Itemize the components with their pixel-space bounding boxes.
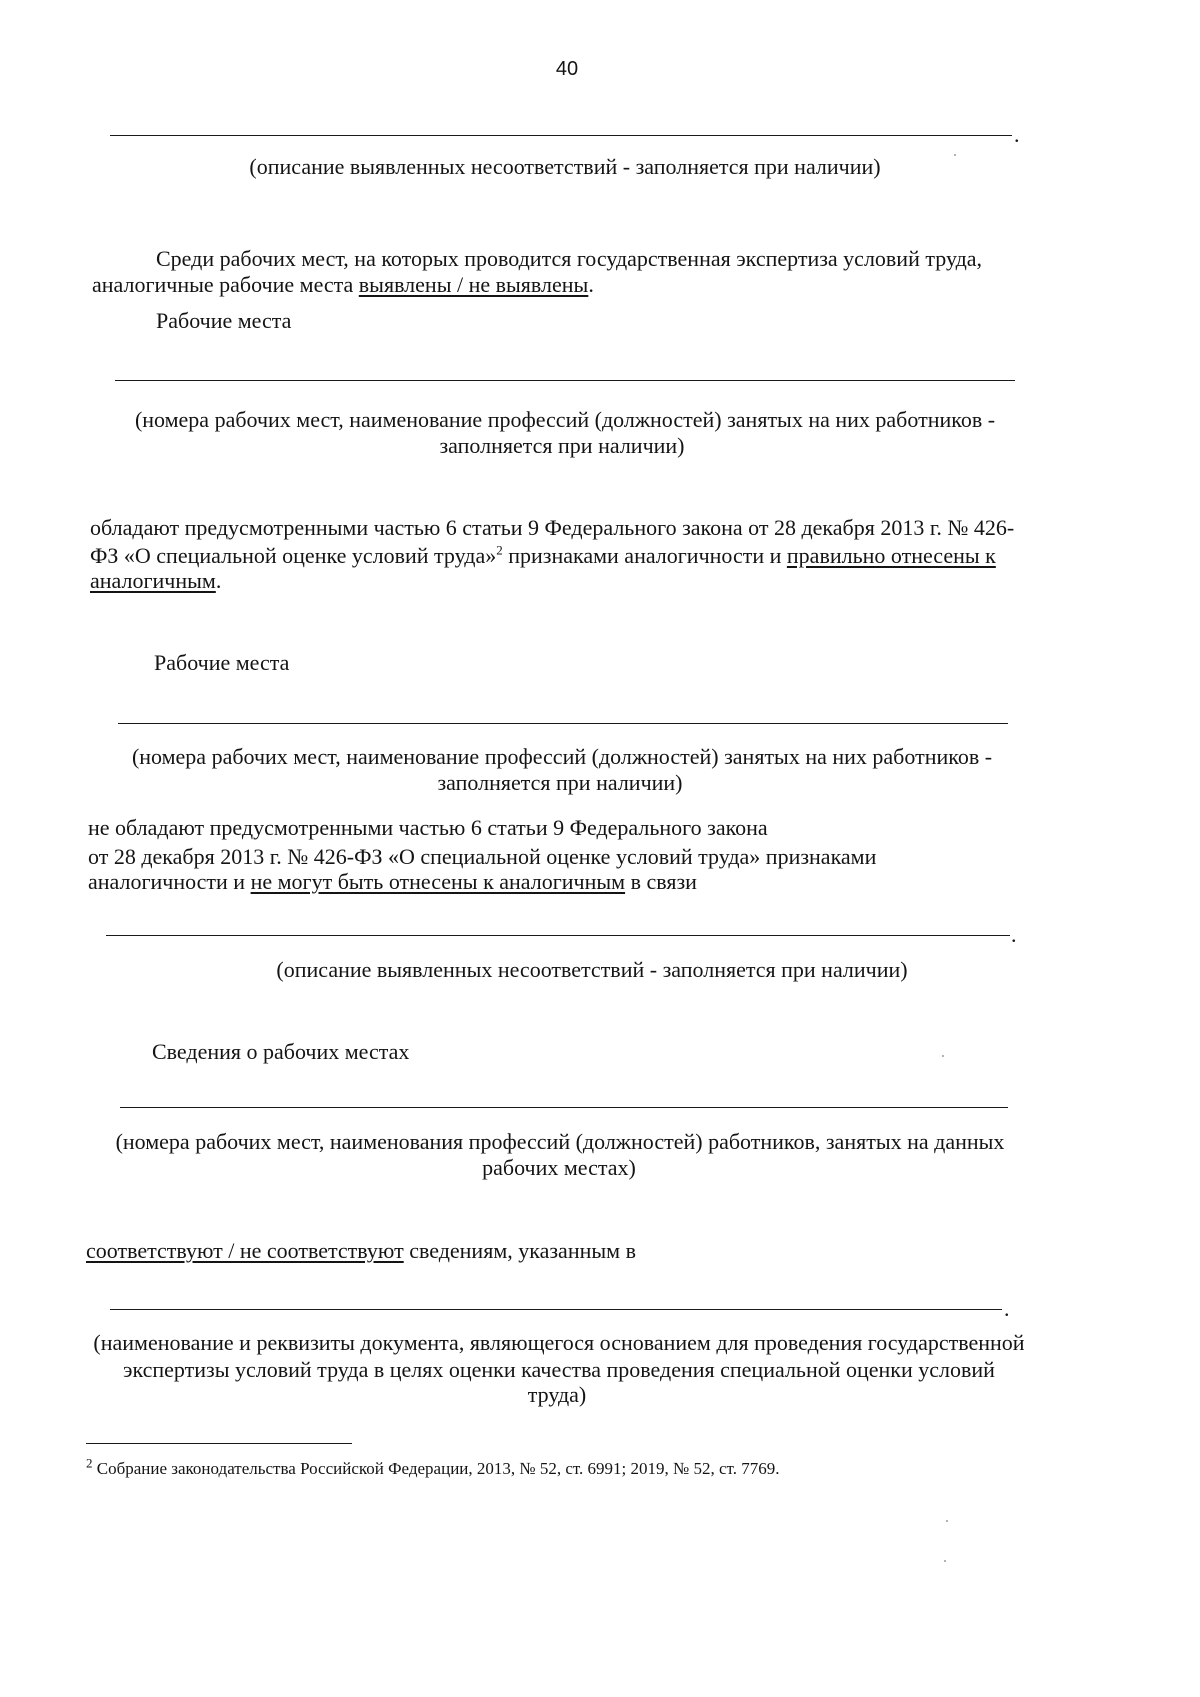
workplaces-label-2: Рабочие места xyxy=(154,650,290,675)
footnote-separator xyxy=(86,1443,352,1444)
scan-speck xyxy=(944,1560,946,1562)
para-have-line3: аналогичным. xyxy=(90,568,222,593)
caption-document-line1: (наименование и реквизиты документа, являющегося основанием для проведения государственной xyxy=(93,1330,1025,1355)
choice-cannot-be-assigned: не могут быть отнесены к аналогичным xyxy=(250,869,626,894)
scan-speck xyxy=(954,154,956,156)
line-end-period: . xyxy=(1011,922,1017,947)
caption-workplaces-2-line2: заполняется при наличии) xyxy=(437,770,683,795)
scan-speck xyxy=(946,1520,948,1522)
caption-workplaces-3-line2: рабочих местах) xyxy=(482,1155,636,1180)
caption-document-line3: труда) xyxy=(527,1382,587,1407)
choice-detected: выявлены / не выявлены xyxy=(358,272,589,297)
para-not-have-line1: не обладают предусмотренными частью 6 статьи 9 Федерального закона xyxy=(88,815,768,840)
para-have-line2: ФЗ «О специальной оценке условий труда»$^2$ признаками аналогичности и правильно отнесены к xyxy=(90,542,996,568)
caption-workplaces-3-line1: (номера рабочих мест, наименования профессий (должностей) работников, занятых на данных xyxy=(115,1129,1005,1154)
choice-conform: соответствуют / не соответствуют xyxy=(86,1238,404,1263)
page-number: 40 xyxy=(555,58,579,80)
para-conform: соответствуют / не соответствуют сведениям, указанным в xyxy=(86,1238,636,1263)
blank-line xyxy=(115,380,1015,381)
para-have-line1: обладают предусмотренными частью 6 статьи 9 Федерального закона от 28 декабря 2013 г. № 426- xyxy=(90,515,1015,540)
para-not-have-line3: аналогичности и не могут быть отнесены к аналогичным в связи xyxy=(88,869,697,894)
blank-line xyxy=(106,935,1010,936)
scan-speck xyxy=(942,1055,944,1057)
choice-correctly-assigned: правильно отнесены к xyxy=(786,543,996,568)
caption-discrepancy-1: (описание выявленных несоответствий - заполняется при наличии) xyxy=(249,154,881,179)
info-label: Сведения о рабочих местах xyxy=(152,1039,410,1064)
line-end-period: . xyxy=(1014,122,1020,147)
caption-workplaces-2-line1: (номера рабочих мест, наименование профессий (должностей) занятых на них работников - xyxy=(131,744,993,769)
caption-document-line2: экспертизы условий труда в целях оценки качества проведения специальной оценки условий xyxy=(123,1357,995,1382)
caption-workplaces-1-line2: заполняется при наличии) xyxy=(439,433,685,458)
blank-line xyxy=(120,1107,1008,1108)
caption-workplaces-1-line1: (номера рабочих мест, наименование профессий (должностей) занятых на них работников - xyxy=(134,407,996,432)
blank-line xyxy=(118,723,1008,724)
blank-line xyxy=(110,1309,1002,1310)
blank-line xyxy=(110,135,1012,136)
workplaces-label-1: Рабочие места xyxy=(156,308,292,333)
para-analog-line1: Среди рабочих мест, на которых проводится государственная экспертиза условий труда, xyxy=(156,246,983,271)
para-analog-line2: аналогичные рабочие места выявлены / не выявлены. xyxy=(92,272,594,297)
line-end-period: . xyxy=(1004,1296,1010,1321)
caption-discrepancy-2: (описание выявленных несоответствий - заполняется при наличии) xyxy=(276,957,908,982)
para-not-have-line2: от 28 декабря 2013 г. № 426-ФЗ «О специальной оценке условий труда» признаками xyxy=(88,844,877,869)
footnote: $^2$ Собрание законодательства Российской Федерации, 2013, № 52, ст. 6991; 2019, № 52, ст. 7769. xyxy=(86,1455,780,1478)
